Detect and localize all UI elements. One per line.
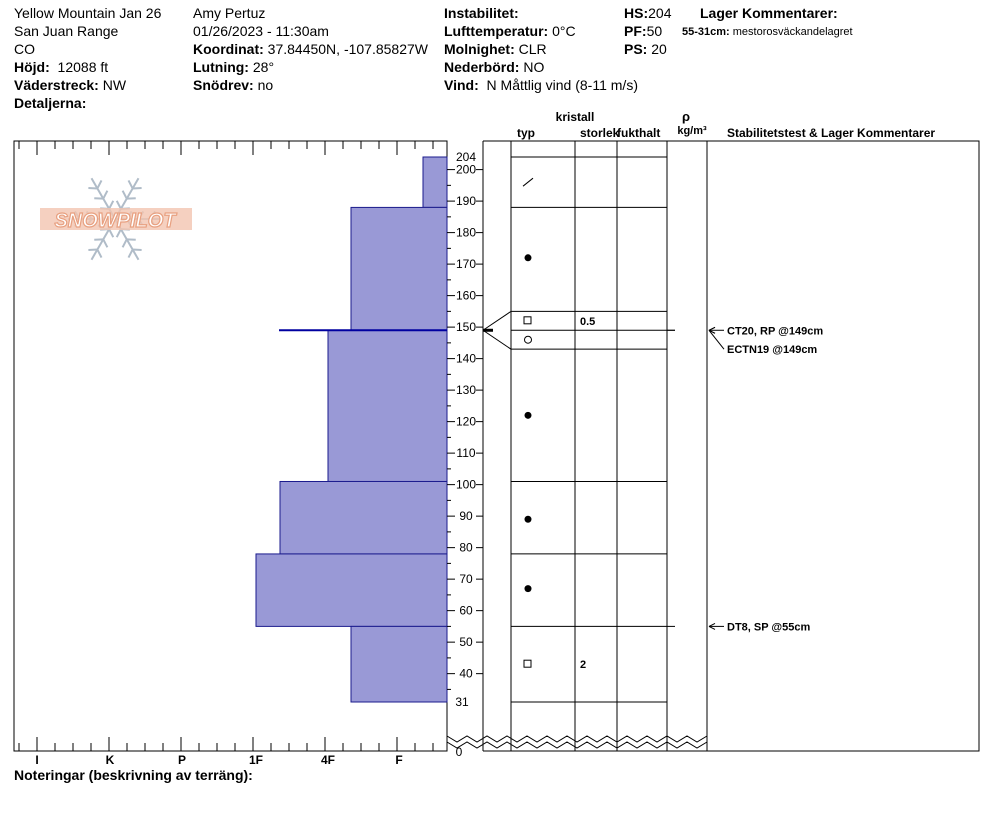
depth-label: 50	[459, 635, 473, 650]
coordinates: Koordinat: 37.84450N, -107.85827W	[193, 41, 428, 57]
col-size: storlek	[580, 126, 620, 140]
hardness-bar	[256, 554, 447, 626]
depth-label: 70	[459, 572, 473, 587]
layer-comments-title: Lager Kommentarer:	[700, 5, 838, 21]
weak-connector	[483, 330, 511, 349]
air-temperature: Lufttemperatur: 0°C	[444, 23, 576, 39]
break-zigzag-2	[447, 742, 707, 748]
depth-label-top: 204	[455, 150, 477, 164]
flake-branch	[128, 180, 132, 188]
test-label: CT20, RP @149cm	[727, 325, 824, 338]
flake-branch	[128, 250, 132, 258]
col-type: typ	[517, 126, 535, 140]
depth-axis	[447, 141, 483, 759]
hardness-top-ticks	[19, 141, 433, 155]
depth-label: 150	[455, 320, 477, 335]
slope: Lutning: 28°	[193, 59, 275, 75]
snow-drift: Snödrev: no	[193, 77, 274, 93]
crystal-glyph	[525, 412, 532, 419]
depth-label-bottom: 31	[455, 695, 469, 709]
sky-cover: Molnighet: CLR	[444, 41, 547, 57]
col-density-unit: kg/m³	[677, 125, 707, 137]
stability-tests	[667, 325, 823, 633]
hardness-bar	[351, 207, 447, 330]
depth-label: 140	[455, 351, 477, 366]
flake-branch	[103, 191, 107, 199]
state-name: CO	[14, 41, 35, 57]
observer: Amy Pertuz	[193, 5, 266, 21]
hardness-bar	[423, 157, 447, 207]
hardness-bar	[328, 330, 447, 481]
flake-branch	[97, 180, 101, 188]
aspect: Väderstreck: NW	[14, 77, 127, 93]
foot-penetration: PF:50	[624, 23, 663, 39]
depth-label: 110	[456, 446, 476, 461]
crystal-size: 2	[580, 659, 587, 672]
wind: Vind: N Måttlig vind (8-11 m/s)	[444, 77, 638, 93]
crystal-glyph	[523, 178, 533, 186]
depth-label: 90	[459, 509, 473, 524]
precipitation: Nederbörd: NO	[444, 59, 545, 75]
flake-branch	[123, 239, 127, 247]
layer-comment: 55-31cm: mestorosväckandelagret	[682, 26, 853, 38]
stability-panel	[707, 141, 979, 751]
hardness-label: F	[395, 753, 403, 767]
test-label: DT8, SP @55cm	[727, 621, 811, 634]
depth-label: 80	[459, 540, 473, 555]
hardness-label: I	[35, 753, 39, 767]
depth-label: 160	[455, 288, 477, 303]
break-zigzag-1	[447, 736, 707, 742]
depth-label: 120	[455, 414, 477, 429]
col-stability: Stabilitetstest & Lager Kommentarer	[727, 126, 936, 140]
crystal-glyph	[525, 254, 532, 261]
logo-text: SNOWPILOT	[54, 210, 176, 232]
test-leader	[709, 330, 724, 349]
flake-branch	[123, 191, 127, 199]
ski-penetration: PS: 20	[624, 41, 667, 57]
total-height: HS:204	[624, 5, 672, 21]
depth-label: 170	[455, 257, 477, 272]
details: Detaljerna:	[14, 95, 87, 111]
hardness-bars	[256, 157, 447, 702]
depth-label: 100	[455, 477, 477, 492]
snowpilot-logo	[40, 178, 192, 259]
flake-branch	[103, 239, 107, 247]
crystal-glyph	[524, 660, 531, 667]
col-rho: ρ	[681, 109, 691, 124]
depth-label: 130	[455, 383, 477, 398]
hardness-label: 4F	[320, 753, 336, 767]
col-crystal: kristall	[555, 110, 595, 124]
hardness-label: P	[177, 753, 187, 767]
datetime: 01/26/2023 - 11:30am	[193, 23, 329, 39]
depth-label: 190	[455, 194, 477, 209]
crystal-size: 0.5	[580, 315, 596, 328]
hardness-label: K	[105, 753, 115, 767]
depth-label: 200	[455, 162, 477, 177]
crystal-glyph	[525, 516, 532, 523]
weak-connector	[483, 311, 511, 330]
crystal-glyph	[525, 585, 532, 592]
location-name: Yellow Mountain Jan 26	[14, 5, 162, 21]
hardness-label: 1F	[248, 753, 264, 767]
hardness-bar	[351, 626, 447, 702]
flake-branch	[117, 201, 121, 209]
elevation: Höjd: 12088 ft	[14, 59, 109, 75]
crystal-table	[447, 141, 707, 751]
test-label: ECTN19 @149cm	[727, 344, 818, 357]
range-name: San Juan Range	[14, 23, 119, 39]
notes-label: Noteringar (beskrivning av terräng):	[14, 767, 253, 783]
flake-branch	[97, 250, 101, 258]
depth-label-zero: 0	[455, 745, 463, 759]
flake-branch	[109, 201, 113, 209]
col-moisture: fukthalt	[617, 126, 661, 140]
hardness-bar	[280, 481, 447, 553]
depth-label: 40	[459, 666, 473, 681]
instability: Instabilitet:	[444, 5, 519, 21]
depth-label: 180	[455, 225, 477, 240]
crystal-glyph	[524, 317, 531, 324]
hardness-bottom-ticks	[19, 737, 433, 767]
crystal-glyph	[525, 336, 532, 343]
depth-label: 60	[459, 603, 473, 618]
